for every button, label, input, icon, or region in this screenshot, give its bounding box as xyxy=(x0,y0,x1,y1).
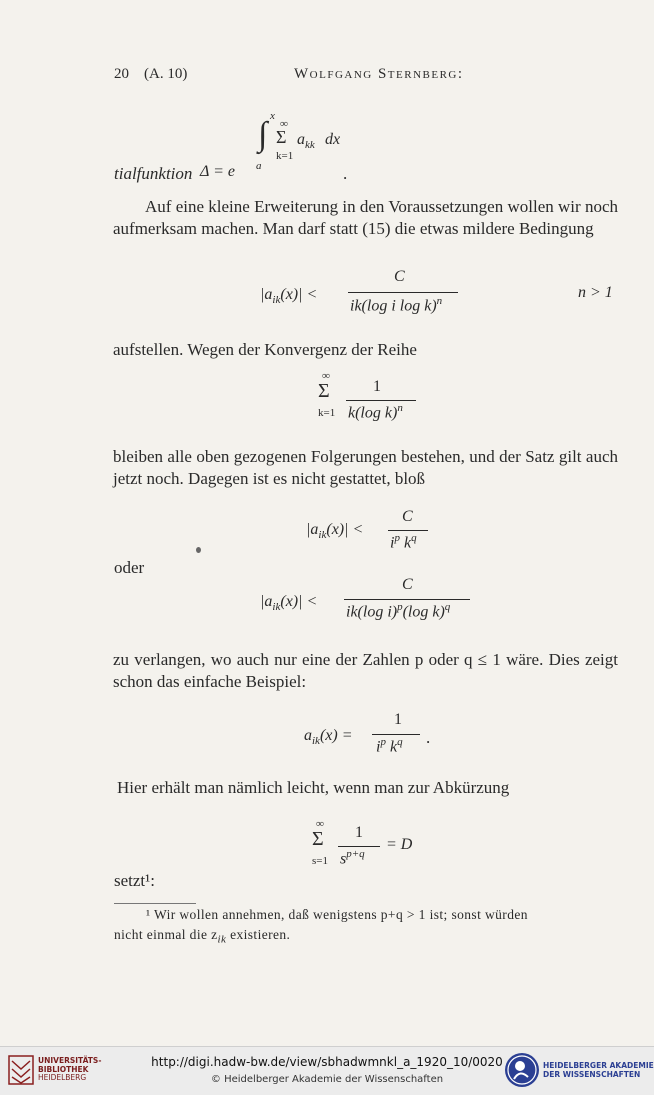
eq-top-delta: Δ = e xyxy=(200,163,235,180)
eq-top-sum-upper: ∞ xyxy=(280,118,288,130)
eq1-numerator: C xyxy=(394,268,405,285)
paragraph-4: zu verlangen, wo auch nur eine der Zahlen p oder q ≤ 1 wäre. Dies zeigt schon das einfache Beispiel: xyxy=(113,650,618,691)
page-number: 20 xyxy=(114,66,129,82)
eq4-numerator: C xyxy=(402,576,413,593)
footnote-rule xyxy=(114,903,196,904)
eq2-denominator: k(log k)$^n$ xyxy=(348,402,403,422)
copyright-notice: © Heidelberger Akademie der Wissenschaften xyxy=(210,1074,444,1085)
eq-top-integral-sign: ∫ xyxy=(258,116,268,153)
word-oder: oder xyxy=(114,558,145,577)
eq5-fraction-line xyxy=(372,734,420,735)
paragraph-3: bleiben alle oben gezogenen Folgerungen bestehen, und der Satz gilt auch jetzt noch. Dagegen ist es nicht gestattet, bloß xyxy=(113,447,618,488)
paragraph-1: Auf eine kleine Erweiterung in den Voraussetzungen wollen wir noch aufmerksam machen. Man darf statt (15) die etwas mildere Bedingung xyxy=(113,197,618,238)
eq-top-differential: dx xyxy=(325,131,341,148)
ink-speck xyxy=(196,547,201,553)
academy-logo-icon xyxy=(505,1053,539,1087)
word-setzt: setzt¹: xyxy=(114,871,155,890)
university-library-name: UNIVERSITÄTS- BIBLIOTHEK HEIDELBERG xyxy=(38,1056,102,1082)
eq4-lhs: $|a_{ik}(x)|$ < xyxy=(260,593,318,614)
eq2-sum-upper: ∞ xyxy=(322,370,330,382)
eq4-denominator: ik(log i)$^p$(log k)$^q$ xyxy=(346,601,451,621)
eq1-lhs: $|a_{ik}(x)|$ < xyxy=(260,286,318,307)
eq6-sum-upper: ∞ xyxy=(316,818,324,830)
eq5-numerator: 1 xyxy=(394,711,402,728)
eq-top-sum-lower: k=1 xyxy=(276,150,294,162)
eq2-numerator: 1 xyxy=(373,378,381,395)
paragraph-5: Hier erhält man nämlich leicht, wenn man zur Abkürzung xyxy=(117,778,510,797)
eq2-sum-lower: k=1 xyxy=(318,407,336,419)
running-header-author: Wolfgang Sternberg: xyxy=(294,66,464,82)
footnote-line-1: ¹ Wir wollen annehmen, daß wenigstens p+q > 1 ist; sonst würden xyxy=(146,907,528,922)
eq6-numerator: 1 xyxy=(355,824,363,841)
permalink-url[interactable]: http://digi.hadw-bw.de/view/sbhadwmnkl_a_1920_10/0020 xyxy=(151,1055,503,1069)
eq6-sum-lower: s=1 xyxy=(312,855,328,867)
eq6-fraction-line xyxy=(338,846,380,847)
eq3-denominator: $i^p$ $k^q$ xyxy=(390,532,417,552)
academy-name: HEIDELBERGER AKADEMIE DER WISSENSCHAFTEN xyxy=(543,1061,654,1079)
eq1-condition: n > 1 xyxy=(578,284,613,301)
eq-top-trailing-dot: . xyxy=(343,164,348,183)
eq3-fraction-line xyxy=(388,530,428,531)
eq6-denominator: $s^{p+q}$ xyxy=(340,848,365,868)
eq-top-sum-sign: Σ xyxy=(276,127,287,147)
paragraph-2: aufstellen. Wegen der Konvergenz der Reihe xyxy=(113,340,417,359)
eq6-sum-sign: Σ xyxy=(312,828,324,850)
section-ref: (A. 10) xyxy=(144,66,188,82)
footnote-line-2: nicht einmal die $z_{ik}$ existieren. xyxy=(114,927,291,946)
eq5-trailing-dot: . xyxy=(426,728,431,747)
eq6-rhs: = D xyxy=(386,836,413,853)
eq4-fraction-line xyxy=(344,599,470,600)
eq-top-upper-limit: x xyxy=(270,110,275,122)
viewer-footer xyxy=(0,1046,654,1095)
eq5-denominator: $i^p$ $k^q$ xyxy=(376,736,403,756)
eq2-sum-sign: Σ xyxy=(318,380,330,402)
eq1-denominator: ik(log i log k)$^n$ xyxy=(350,295,443,315)
eq5-lhs: $a_{ik}(x)$ = xyxy=(304,727,353,748)
eq2-fraction-line xyxy=(346,400,416,401)
eq-top-lower-limit: a xyxy=(256,160,262,172)
eq-top-integrand: $a_{kk}$ xyxy=(297,131,315,152)
eq3-numerator: C xyxy=(402,508,413,525)
eq-top-left-text: tialfunktion xyxy=(114,164,193,183)
eq3-lhs: $|a_{ik}(x)|$ < xyxy=(306,521,364,542)
eq1-fraction-line xyxy=(348,292,458,293)
